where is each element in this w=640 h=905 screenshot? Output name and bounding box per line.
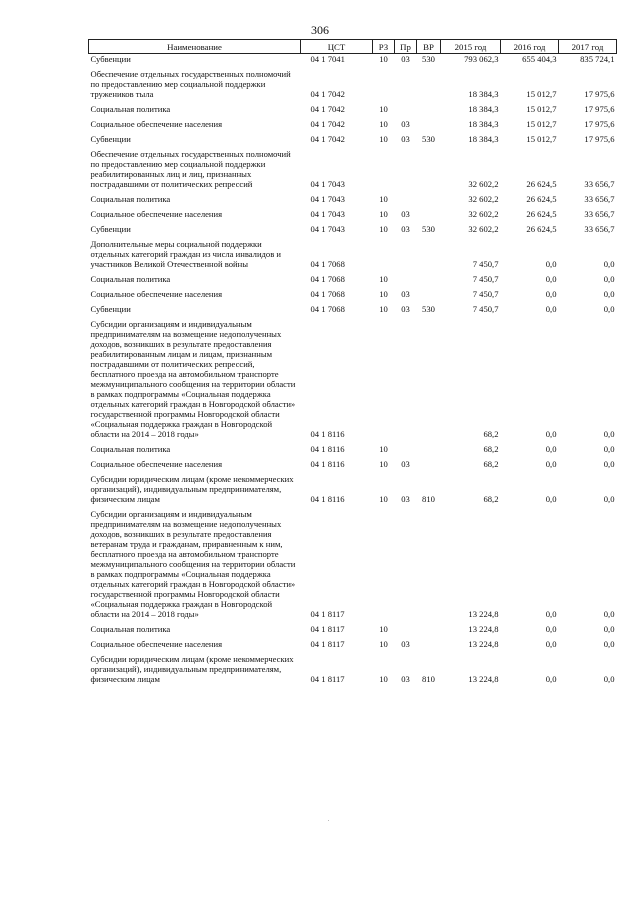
cell-y2015: 13 224,8: [468, 609, 499, 619]
cell-y2016: 15 012,7: [526, 119, 557, 129]
cell-cst: 04 1 8116: [310, 444, 345, 454]
cell-y2016: 15 012,7: [526, 89, 557, 99]
cell-y2015: 7 450,7: [472, 289, 499, 299]
table-row: [89, 99, 617, 114]
cell-y2015: 32 602,2: [468, 224, 499, 234]
cell-name: Субсидии организациям и индивидуальным предпринимателям на возмещение недополученных доходов, возникших в результате предоставления реабилитированным лицам и лицам, признанным пострадавшими от политических репрессий, бесплатного проезда на автомобильном транспорте межмуниципального сообщения на территории области в рамках подпрограммы «Социальная поддержка отдельных категорий граждан в Новгородской области» государственной программы Новгородской области «Социальная поддержка граждан в Новгородской области на 2014 – 2018 годы»: [90, 319, 296, 439]
cell-y2016: 26 624,5: [526, 224, 557, 234]
cell-cst: 04 1 7043: [310, 194, 345, 204]
cell-rz: 10: [379, 54, 388, 64]
page-number: 306: [311, 23, 329, 37]
cell-pr: [395, 504, 417, 619]
cell-y2017: 0,0: [603, 429, 615, 439]
cell-pr: [395, 234, 417, 269]
cell-pr: [395, 64, 417, 99]
cell-name: Социальное обеспечение населения: [90, 209, 223, 219]
cell-pr: 03: [401, 494, 410, 504]
cell-y2016: 0,0: [545, 289, 557, 299]
header-vr: ВР: [417, 40, 441, 54]
cell-y2015: 13 224,8: [468, 639, 499, 649]
cell-y2016: 0,0: [545, 639, 557, 649]
cell-vr: 530: [422, 304, 435, 314]
cell-vr: [417, 504, 441, 619]
cell-cst: 04 1 7068: [310, 274, 345, 284]
cell-name: Социальная политика: [90, 274, 171, 284]
cell-y2016: 0,0: [545, 429, 557, 439]
cell-vr: [417, 439, 441, 454]
cell-vr: 530: [422, 224, 435, 234]
cell-y2015: 18 384,3: [468, 134, 499, 144]
cell-pr: [395, 269, 417, 284]
cell-y2016: 0,0: [545, 259, 557, 269]
cell-pr: 03: [401, 459, 410, 469]
cell-y2015: 32 602,2: [468, 194, 499, 204]
table-row: [89, 204, 617, 219]
cell-y2017: 33 656,7: [584, 194, 615, 204]
cell-pr: [395, 144, 417, 189]
cell-y2017: 835 724,1: [580, 54, 615, 64]
table-row: [89, 114, 617, 129]
cell-y2017: 0,0: [603, 624, 615, 634]
cell-rz: 10: [379, 624, 388, 634]
cell-cst: 04 1 7042: [310, 89, 345, 99]
table-row: [89, 189, 617, 204]
table-row: [89, 54, 617, 65]
table-row: [89, 314, 617, 439]
cell-name: Субсидии юридическим лицам (кроме некоммерческих организаций), индивидуальным предпринимателям, физическим лицам: [90, 654, 294, 684]
cell-name: Субвенции: [90, 224, 131, 234]
cell-y2016: 15 012,7: [526, 104, 557, 114]
cell-cst: 04 1 7068: [310, 259, 345, 269]
header-pr: Пр: [395, 40, 417, 54]
cell-pr: [395, 314, 417, 439]
cell-pr: 03: [401, 639, 410, 649]
header-cst: ЦСТ: [301, 40, 373, 54]
cell-cst: 04 1 7043: [310, 224, 345, 234]
cell-y2017: 0,0: [603, 274, 615, 284]
cell-y2015: 7 450,7: [472, 259, 499, 269]
scan-speck: [328, 820, 329, 821]
cell-cst: 04 1 8117: [310, 609, 345, 619]
budget-table: [88, 39, 617, 684]
header-rz: РЗ: [373, 40, 395, 54]
table-body: [89, 54, 617, 685]
cell-pr: 03: [401, 289, 410, 299]
cell-y2017: 0,0: [603, 639, 615, 649]
cell-vr: [417, 189, 441, 204]
cell-rz: 10: [379, 134, 388, 144]
cell-rz: 10: [379, 289, 388, 299]
cell-y2016: 0,0: [545, 304, 557, 314]
cell-vr: [417, 284, 441, 299]
cell-rz: [373, 314, 395, 439]
cell-pr: 03: [401, 134, 410, 144]
cell-rz: 10: [379, 459, 388, 469]
cell-y2017: 33 656,7: [584, 224, 615, 234]
cell-rz: 10: [379, 674, 388, 684]
cell-y2015: 18 384,3: [468, 119, 499, 129]
cell-rz: 10: [379, 224, 388, 234]
cell-y2016: 0,0: [545, 459, 557, 469]
cell-cst: 04 1 8116: [310, 494, 345, 504]
header-2015: 2015 год: [441, 40, 501, 54]
table-header-row: [89, 40, 617, 54]
cell-y2016: 0,0: [545, 274, 557, 284]
cell-rz: 10: [379, 119, 388, 129]
cell-cst: 04 1 8116: [310, 429, 345, 439]
cell-pr: 03: [401, 209, 410, 219]
cell-cst: 04 1 7042: [310, 119, 345, 129]
table-row: [89, 269, 617, 284]
cell-y2016: 655 404,3: [522, 54, 557, 64]
cell-rz: 10: [379, 104, 388, 114]
cell-vr: [417, 99, 441, 114]
cell-pr: [395, 189, 417, 204]
cell-name: Субсидии организациям и индивидуальным предпринимателям на возмещение недополученных доходов, возникших в результате предоставления ветеранам труда и гражданам, приравненным к ним, бесплатного проезда на автомобильном транспорте межмуниципального сообщения на территории области в рамках подпрограммы «Социальная поддержка отдельных категорий граждан в Новгородской области» государственной программы Новгородской области «Социальная поддержка граждан в Новгородской области на 2014 – 2018 годы»: [90, 509, 296, 619]
cell-name: Обеспечение отдельных государственных полномочий по предоставлению мер социальной поддержки реабилитированных лиц и лиц, признанных пострадавшими от политических репрессий: [90, 149, 291, 189]
table-row: [89, 649, 617, 684]
cell-y2015: 18 384,3: [468, 89, 499, 99]
cell-y2017: 17 975,6: [584, 104, 615, 114]
cell-cst: 04 1 7042: [310, 104, 345, 114]
cell-cst: 04 1 7043: [310, 179, 345, 189]
cell-y2015: 68,2: [483, 459, 499, 469]
table-row: [89, 454, 617, 469]
cell-name: Социальная политика: [90, 194, 171, 204]
cell-vr: [417, 234, 441, 269]
cell-y2016: 26 624,5: [526, 179, 557, 189]
cell-vr: 810: [422, 674, 435, 684]
cell-vr: [417, 144, 441, 189]
cell-name: Субвенции: [90, 134, 131, 144]
cell-y2017: 33 656,7: [584, 179, 615, 189]
header-2016: 2016 год: [501, 40, 559, 54]
cell-cst: 04 1 7041: [310, 54, 345, 64]
cell-y2015: 7 450,7: [472, 304, 499, 314]
cell-y2017: 17 975,6: [584, 119, 615, 129]
cell-y2015: 13 224,8: [468, 624, 499, 634]
cell-vr: [417, 114, 441, 129]
cell-y2015: 32 602,2: [468, 179, 499, 189]
cell-y2015: 18 384,3: [468, 104, 499, 114]
cell-cst: 04 1 7068: [310, 304, 345, 314]
cell-pr: [395, 99, 417, 114]
cell-rz: 10: [379, 639, 388, 649]
cell-pr: 03: [401, 224, 410, 234]
cell-rz: 10: [379, 494, 388, 504]
cell-y2015: 68,2: [483, 429, 499, 439]
cell-pr: 03: [401, 54, 410, 64]
table-row: [89, 504, 617, 619]
cell-rz: [373, 234, 395, 269]
table-row: [89, 219, 617, 234]
cell-name: Субсидии юридическим лицам (кроме некоммерческих организаций), индивидуальным предпринимателям, физическим лицам: [90, 474, 294, 504]
cell-vr: 810: [422, 494, 435, 504]
cell-y2016: 0,0: [545, 674, 557, 684]
cell-vr: [417, 314, 441, 439]
cell-name: Социальное обеспечение населения: [90, 289, 223, 299]
cell-y2017: 0,0: [603, 444, 615, 454]
cell-y2017: 0,0: [603, 609, 615, 619]
cell-y2016: 26 624,5: [526, 209, 557, 219]
table-row: [89, 234, 617, 269]
cell-name: Социальное обеспечение населения: [90, 119, 223, 129]
cell-cst: 04 1 8117: [310, 674, 345, 684]
table-row: [89, 299, 617, 314]
cell-name: Социальная политика: [90, 104, 171, 114]
cell-y2015: 68,2: [483, 444, 499, 454]
cell-cst: 04 1 7042: [310, 134, 345, 144]
cell-vr: [417, 454, 441, 469]
cell-vr: [417, 634, 441, 649]
cell-name: Социальное обеспечение населения: [90, 639, 223, 649]
table-row: [89, 439, 617, 454]
cell-y2015: 793 062,3: [464, 54, 499, 64]
cell-vr: [417, 204, 441, 219]
cell-vr: [417, 619, 441, 634]
cell-y2016: 15 012,7: [526, 134, 557, 144]
table-row: [89, 144, 617, 189]
cell-y2015: 13 224,8: [468, 674, 499, 684]
cell-name: Социальная политика: [90, 444, 171, 454]
cell-name: Социальное обеспечение населения: [90, 459, 223, 469]
cell-name: Субвенции: [90, 304, 131, 314]
cell-y2017: 33 656,7: [584, 209, 615, 219]
cell-y2017: 0,0: [603, 459, 615, 469]
cell-rz: [373, 64, 395, 99]
cell-pr: 03: [401, 674, 410, 684]
table-row: [89, 634, 617, 649]
cell-cst: 04 1 8117: [310, 639, 345, 649]
header-2017: 2017 год: [559, 40, 617, 54]
cell-y2017: 0,0: [603, 259, 615, 269]
cell-vr: [417, 64, 441, 99]
header-name: Наименование: [89, 40, 301, 54]
cell-y2016: 0,0: [545, 444, 557, 454]
cell-rz: 10: [379, 194, 388, 204]
cell-y2017: 17 975,6: [584, 89, 615, 99]
cell-name: Обеспечение отдельных государственных полномочий по предоставлению мер социальной поддержки тружеников тыла: [90, 69, 291, 99]
cell-y2017: 0,0: [603, 494, 615, 504]
cell-pr: [395, 619, 417, 634]
cell-cst: 04 1 7043: [310, 209, 345, 219]
cell-name: Социальная политика: [90, 624, 171, 634]
cell-cst: 04 1 7068: [310, 289, 345, 299]
cell-rz: 10: [379, 444, 388, 454]
cell-vr: [417, 269, 441, 284]
cell-y2015: 7 450,7: [472, 274, 499, 284]
cell-y2016: 26 624,5: [526, 194, 557, 204]
cell-rz: 10: [379, 209, 388, 219]
table-row: [89, 64, 617, 99]
cell-rz: 10: [379, 304, 388, 314]
cell-y2017: 0,0: [603, 289, 615, 299]
cell-cst: 04 1 8117: [310, 624, 345, 634]
cell-pr: 03: [401, 304, 410, 314]
table-row: [89, 619, 617, 634]
cell-y2016: 0,0: [545, 609, 557, 619]
cell-rz: [373, 504, 395, 619]
cell-name: Субвенции: [90, 54, 131, 64]
cell-y2017: 0,0: [603, 674, 615, 684]
cell-y2015: 32 602,2: [468, 209, 499, 219]
cell-y2016: 0,0: [545, 624, 557, 634]
cell-name: Дополнительные меры социальной поддержки отдельных категорий граждан из числа инвалидов и участников Великой Отечественной войны: [90, 239, 282, 269]
table-row: [89, 469, 617, 504]
cell-rz: [373, 144, 395, 189]
cell-cst: 04 1 8116: [310, 459, 345, 469]
cell-y2015: 68,2: [483, 494, 499, 504]
cell-vr: 530: [422, 54, 435, 64]
cell-y2017: 0,0: [603, 304, 615, 314]
cell-pr: 03: [401, 119, 410, 129]
table-row: [89, 129, 617, 144]
cell-y2017: 17 975,6: [584, 134, 615, 144]
cell-rz: 10: [379, 274, 388, 284]
table-row: [89, 284, 617, 299]
cell-pr: [395, 439, 417, 454]
cell-y2016: 0,0: [545, 494, 557, 504]
cell-vr: 530: [422, 134, 435, 144]
